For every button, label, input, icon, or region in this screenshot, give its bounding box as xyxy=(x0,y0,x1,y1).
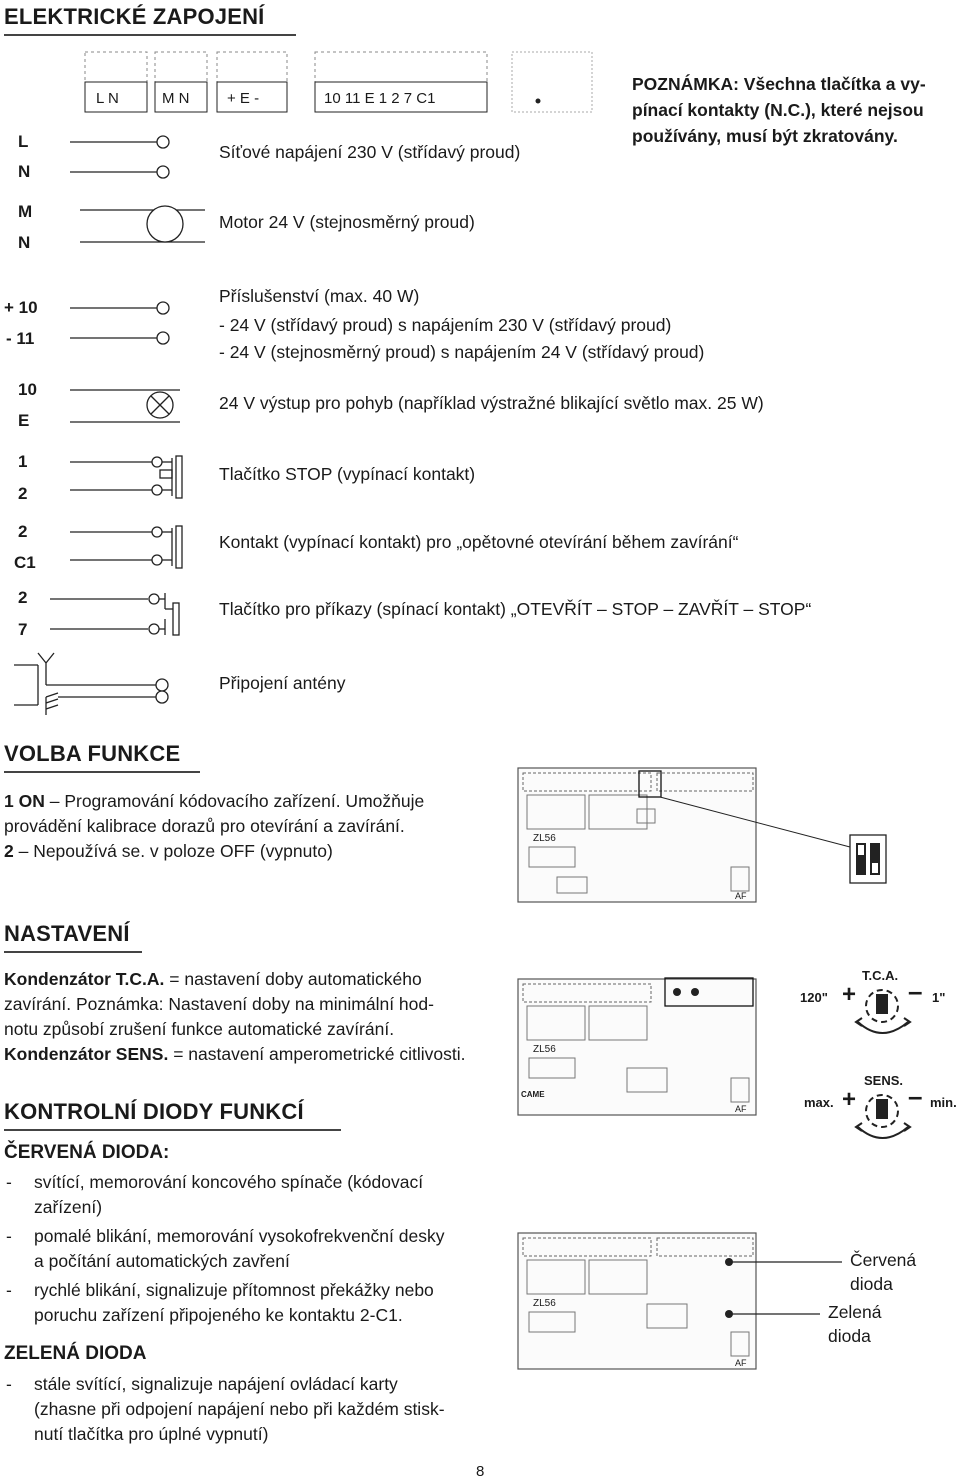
wire-desc-motor: Motor 24 V (stejnosměrný proud) xyxy=(219,212,475,232)
wire-label-e: E xyxy=(18,411,30,430)
wire-desc-lamp: 24 V výstup pro pohyb (například výstražné blikající světlo max. 25 W) xyxy=(219,393,764,413)
accessory-symbol xyxy=(60,296,200,356)
motor-symbol xyxy=(60,200,200,260)
red-led-item: - pomalé blikání, memorování vysokofrekvenční desky a počítání automatických zavření xyxy=(6,1226,445,1271)
sens-plus-sign: + xyxy=(842,1086,857,1113)
green-led-list: - stále svítící, signalizuje napájení ovládací karty (zhasne při odpojení napájení nebo při každém stisk- nutí tlačítka pro úplné vypnutí) xyxy=(6,1374,445,1444)
wire-label-10b: 10 xyxy=(18,380,37,399)
terminal-group-pe: + E - xyxy=(227,90,260,107)
command-button-symbol xyxy=(40,585,200,645)
board-diagram-settings xyxy=(517,978,757,1116)
board-model-label-3: ZL56 xyxy=(533,1298,556,1309)
wire-desc-antenna: Připojení antény xyxy=(219,673,346,693)
red-led-list xyxy=(6,1170,516,1330)
wire-label-2c: 2 xyxy=(18,588,28,607)
wire-label-m: M xyxy=(18,202,33,221)
sens-min-label: min. xyxy=(930,1095,957,1110)
settings-text: Kondenzátor T.C.A. = nastavení doby automatického zavírání. Poznámka: Nastavení doby na minimální hod- notu způsobí zrušení funkce automatické zavírání. Kondenzátor SENS. = nastavení amperometrické citlivosti. xyxy=(4,969,466,1064)
sens-knob-graphic xyxy=(852,1087,912,1151)
terminal-strip xyxy=(80,48,600,118)
tca-knob-graphic xyxy=(852,982,912,1046)
tca-plus-sign: + xyxy=(842,981,857,1008)
board-af-label: AF xyxy=(735,891,747,901)
section-title-functions: VOLBA FUNKCE xyxy=(4,741,200,773)
wire-label-2b: 2 xyxy=(18,522,28,541)
wire-label-n: N xyxy=(18,162,31,181)
wire-desc-accessories-ac: - 24 V (střídavý proud) s napájením 230 V (střídavý proud) xyxy=(219,315,672,335)
wire-label-c1: C1 xyxy=(14,553,36,572)
red-led-item: - rychlé blikání, signalizuje přítomnost překážky nebo poruchu zařízení připojeného ke kontaktu 2-C1. xyxy=(6,1280,434,1325)
green-led-label: Zelená dioda xyxy=(828,1302,882,1346)
wire-desc-accessories: Příslušenství (max. 40 W) xyxy=(219,286,420,306)
section-title-settings: NASTAVENÍ xyxy=(4,921,142,953)
lamp-symbol xyxy=(60,380,200,440)
sens-knob xyxy=(800,1071,960,1151)
tca-min-label: 1" xyxy=(932,990,946,1005)
tca-knob xyxy=(800,966,960,1046)
wire-desc-mains: Síťové napájení 230 V (střídavý proud) xyxy=(219,142,521,162)
sens-title: SENS. xyxy=(864,1073,904,1088)
terminal-strip-graphic xyxy=(80,48,600,118)
tca-max-label: 120" xyxy=(800,990,828,1005)
wire-desc-reopen: Kontakt (vypínací kontakt) pro „opětovné otevírání během zavírání“ xyxy=(219,532,739,552)
section-title-wiring: ELEKTRICKÉ ZAPOJENÍ xyxy=(4,4,296,36)
green-led-title: ZELENÁ DIODA xyxy=(4,1343,147,1364)
wire-label-2: 2 xyxy=(18,484,28,503)
wire-label-n2: N xyxy=(18,233,31,252)
page-number: 8 xyxy=(476,1463,485,1480)
board-af-label-2: AF xyxy=(735,1104,747,1114)
wire-label-11: - 11 xyxy=(6,329,35,348)
wire-label-7: 7 xyxy=(18,620,28,639)
section-title-leds: KONTROLNÍ DIODY FUNKCÍ xyxy=(4,1099,341,1131)
antenna-symbol xyxy=(8,645,198,715)
wire-label-l: L xyxy=(18,132,29,151)
note-text: POZNÁMKA: Všechna tlačítka a vy- pínací kontakty (N.C.), které nejsou používány, musí být zkratovány. xyxy=(632,74,926,146)
red-led-title: ČERVENÁ DIODA: xyxy=(4,1142,170,1163)
mains-symbol xyxy=(60,130,200,190)
tca-title: T.C.A. xyxy=(862,968,899,983)
wire-desc-command: Tlačítko pro příkazy (spínací kontakt) „OTEVŘÍT – STOP – ZAVŘÍT – STOP“ xyxy=(219,599,812,619)
tca-minus-sign: – xyxy=(908,976,923,1006)
red-led-label: Červená dioda xyxy=(850,1250,917,1294)
terminal-group-ln: L N xyxy=(96,90,119,107)
board-model-label-2: ZL56 xyxy=(533,1044,556,1055)
board-af-label-3: AF xyxy=(735,1358,747,1368)
red-led-item: - svítící, memorování koncového spínače (kódovací zařízení) xyxy=(6,1172,424,1217)
wire-desc-stop: Tlačítko STOP (vypínací kontakt) xyxy=(219,464,476,484)
board-brand-label: CAME xyxy=(521,1090,545,1099)
dip-switch-callout xyxy=(640,767,960,897)
functions-text: 1 ON – Programování kódovacího zařízení. Umožňuje provádění kalibrace dorazů pro otevírání a zavírání. 2 – Nepoužívá se. v poloze OFF (vypnuto) xyxy=(4,791,425,861)
wire-label-10: + 10 xyxy=(4,298,38,317)
board-model-label: ZL56 xyxy=(533,833,556,844)
sens-minus-sign: – xyxy=(908,1081,923,1111)
stop-button-symbol xyxy=(60,450,200,510)
wire-desc-accessories-dc: - 24 V (stejnosměrný proud) s napájením 24 V (střídavý proud) xyxy=(219,342,705,362)
terminal-group-mn: M N xyxy=(162,90,190,107)
reopen-contact-symbol xyxy=(60,520,200,580)
terminal-group-control: 10 11 E 1 2 7 C1 xyxy=(324,90,436,107)
sens-max-label: max. xyxy=(804,1095,834,1110)
wire-label-1: 1 xyxy=(18,452,28,471)
